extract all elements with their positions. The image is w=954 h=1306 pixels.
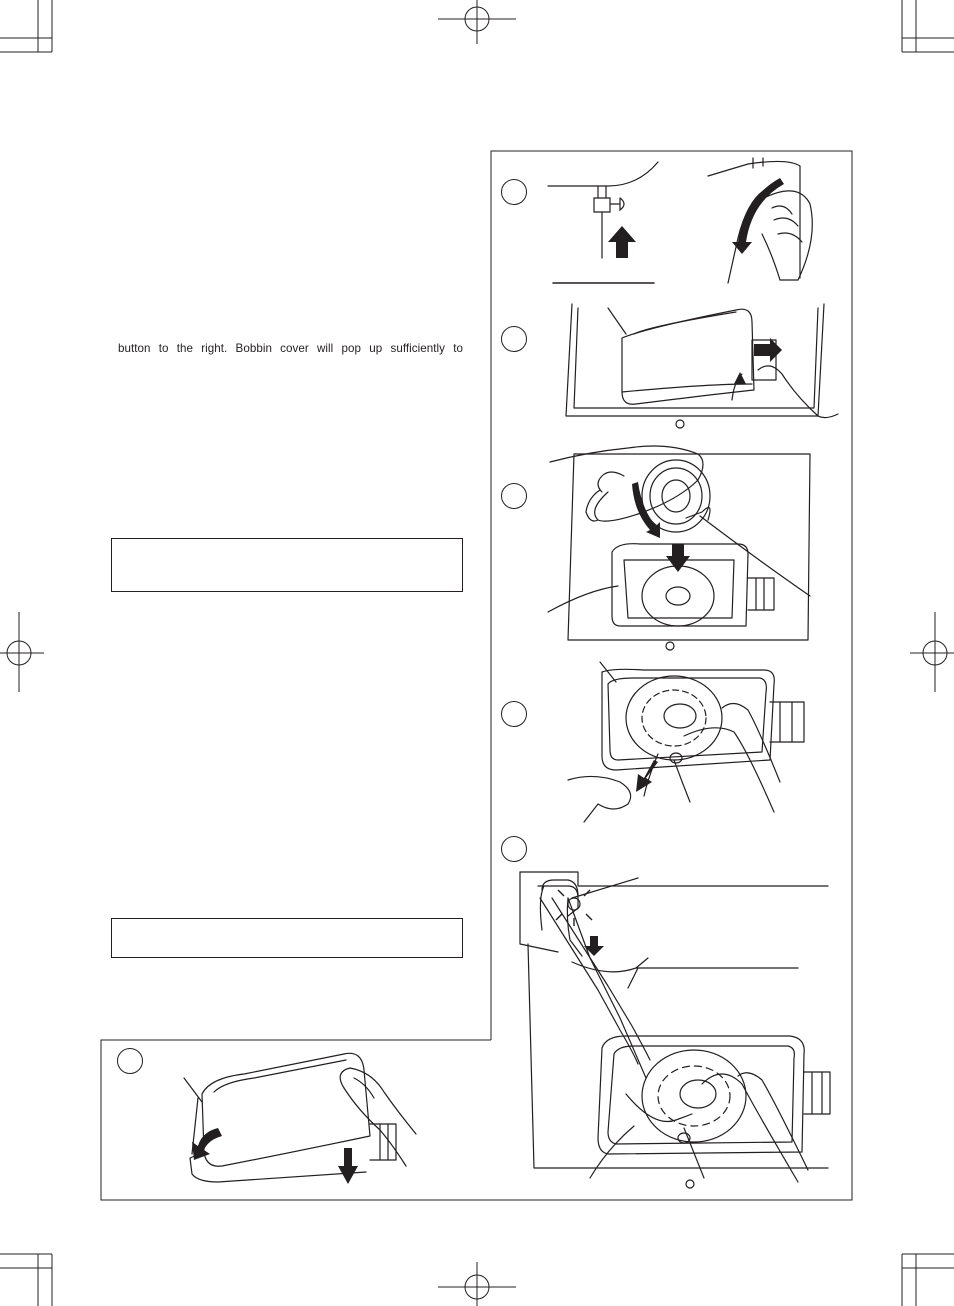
step-3-marker bbox=[501, 483, 527, 509]
step-1-marker bbox=[501, 179, 527, 205]
thread-cutter-illustration bbox=[508, 858, 832, 1192]
caution-box bbox=[111, 918, 463, 958]
pull-thread-illustration bbox=[564, 662, 812, 826]
step-2-marker bbox=[501, 326, 527, 352]
close-cover-illustration bbox=[184, 1048, 414, 1186]
bobbin-cover-release-illustration bbox=[556, 304, 846, 432]
note-box bbox=[111, 538, 463, 592]
needle-up-illustration bbox=[548, 158, 848, 288]
step-6-marker bbox=[117, 1048, 143, 1074]
insert-bobbin-illustration bbox=[548, 440, 814, 650]
instruction-text: button to the right. Bobbin cover will pop up sufficiently to bbox=[118, 342, 463, 355]
step-4-marker bbox=[501, 701, 527, 727]
